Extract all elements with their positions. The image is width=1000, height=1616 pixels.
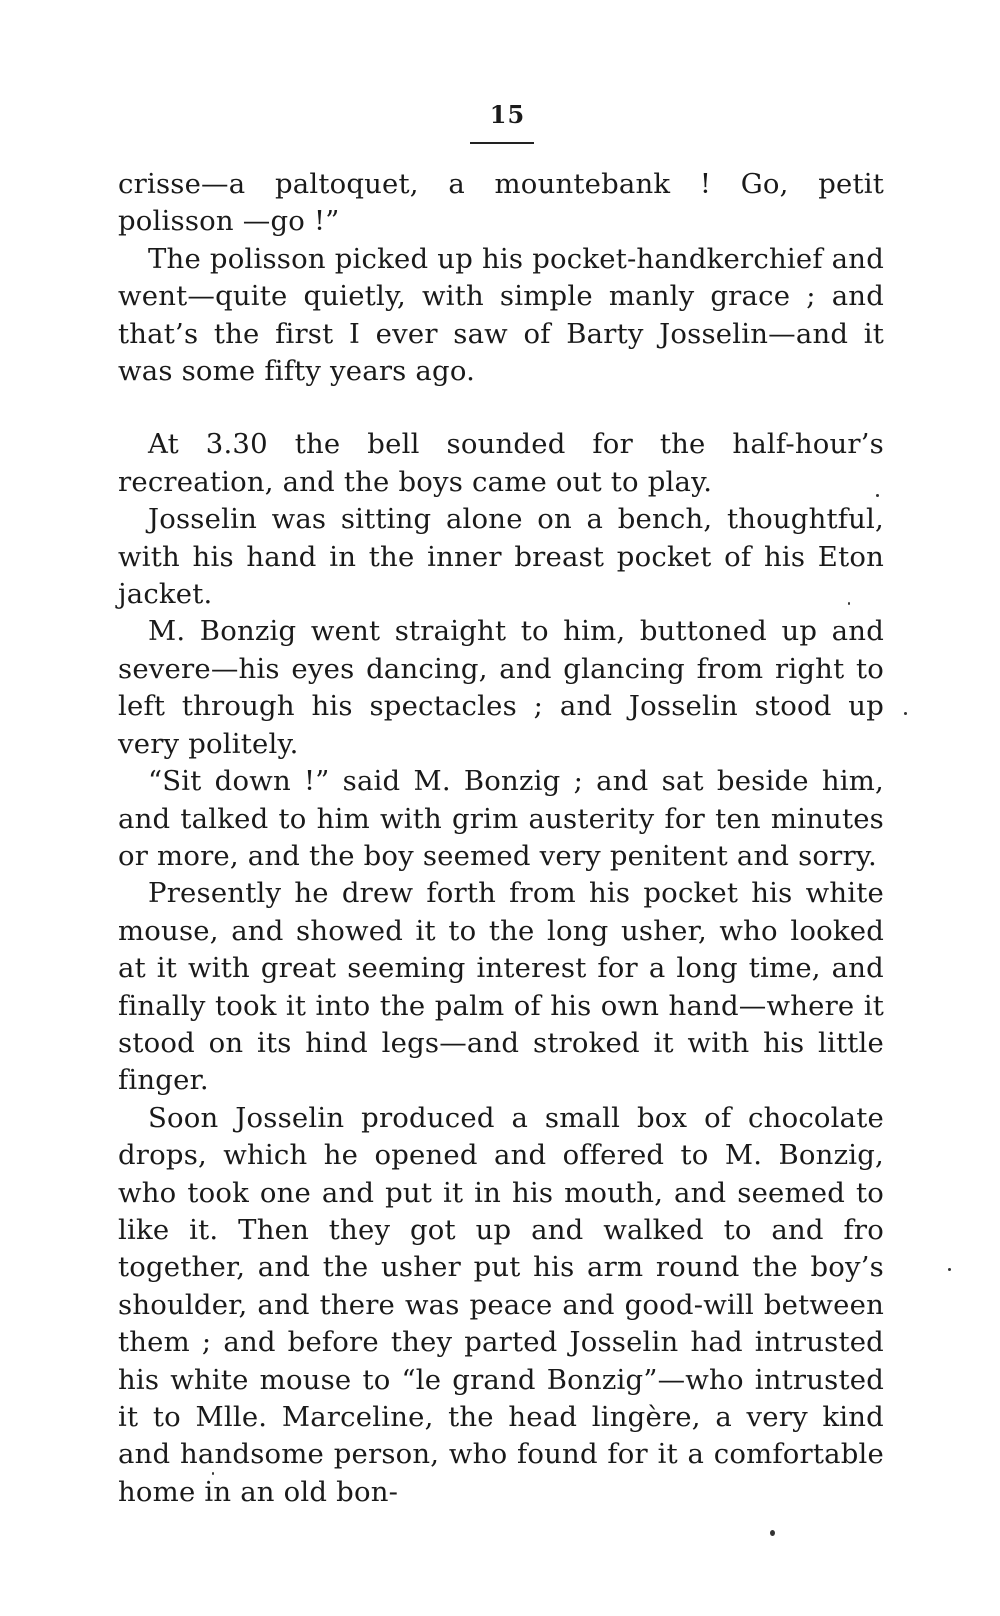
page-number-rule — [470, 142, 534, 144]
scan-speck — [876, 494, 879, 497]
scan-speck — [948, 1268, 951, 1271]
paragraph: M. Bonzig went straight to him, buttoned up and severe—his eyes dancing, and glancing from right to left through his spectacles ; and Josselin stood up very politely. — [118, 615, 884, 760]
paragraph: Josselin was sitting alone on a bench, thoughtful, with his hand in the inner breast pocket of his Eton jacket. — [118, 503, 884, 611]
paragraph-continuation: crisse—a paltoquet, a mountebank ! Go, petit polisson —go !” — [118, 168, 884, 238]
page-number: 15 — [489, 100, 526, 129]
scan-speck — [848, 602, 850, 605]
scan-speck — [904, 712, 907, 715]
paragraph-section-start: At 3.30 the bell sounded for the half-hour’s recreation, and the boys came out to play. — [118, 428, 884, 498]
paragraph: The polisson picked up his pocket-handkerchief and went—quite quietly, with simple manly grace ; and that’s the first I ever saw of Barty Josselin—and it was some fifty years ago. — [118, 242, 884, 388]
paragraph: Soon Josselin produced a small box of chocolate drops, which he opened and offered to M. Bonzig, who took one and put it in his mouth, and seemed to like it. Then they got up and walked to and fro together, and the usher put his arm round the boy’s shoulder, and there was peace and good-will between them ; and before they parted Josselin had intrusted his white mouse to “le grand Bonzig”—who intrusted it to Mlle. Marceline, the head lingère, a very kind and handsome person, who found for it a comfortable home in an old bon- — [118, 1101, 884, 1508]
paragraph: “Sit down !” said M. Bonzig ; and sat beside him, and talked to him with grim austerity for ten minutes or more, and the boy seemed very penitent and sorry. — [118, 765, 884, 872]
scan-speck — [770, 1530, 775, 1536]
scan-speck — [212, 1472, 214, 1475]
paragraph: Presently he drew forth from his pocket his white mouse, and showed it to the long usher, who looked at it with great seeming interest for a long time, and finally took it into the palm of his own hand—where it stood on its hind legs—and stroked it with his little finger. — [118, 877, 884, 1097]
body-text — [118, 166, 884, 1511]
